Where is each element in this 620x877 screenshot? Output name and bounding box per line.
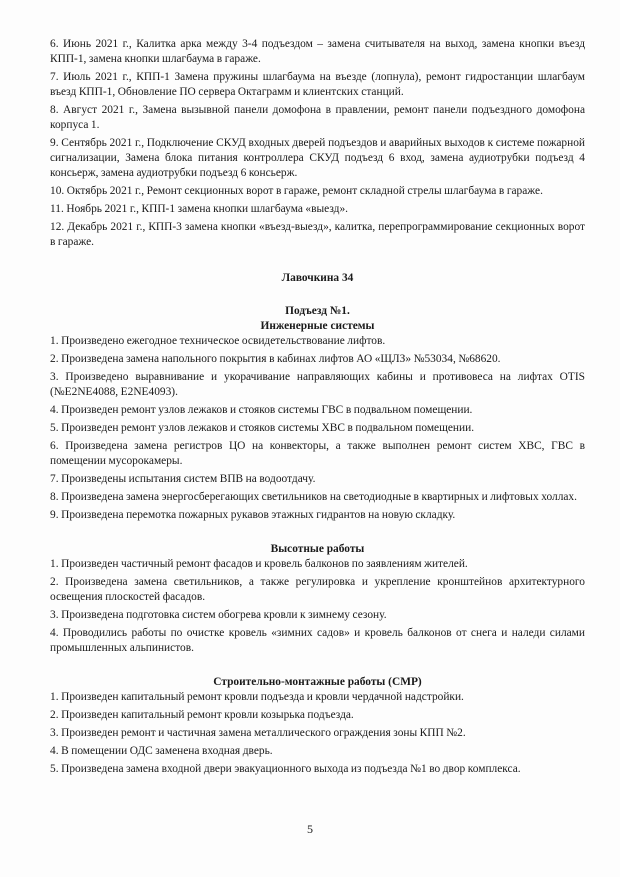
list-item: 10. Октябрь 2021 г., Ремонт секционных ворот в гараже, ремонт складной стрелы шлагбаума в гараже. — [50, 185, 543, 197]
list-item: 1. Произведено ежегодное техническое освидетельствование лифтов. — [50, 335, 386, 347]
entrance-title: Подъезд №1. — [285, 305, 350, 317]
list-item: 3. Произведено выравнивание и укорачивание направляющих кабины и противовеса на лифтах OTIS (№E2NE4088, E2NE4093). — [50, 371, 585, 398]
list-item: 5. Произведена замена входной двери эвакуационного выхода из подъезда №1 во двор комплекса. — [50, 763, 521, 775]
high-altitude-heading: Высотные работы — [270, 543, 365, 555]
top-items-list — [50, 37, 585, 250]
list-item: 7. Произведены испытания систем ВПВ на водоотдачу. — [50, 473, 316, 485]
construction-list — [50, 690, 585, 777]
list-item: 1. Произведен частичный ремонт фасадов и кровель балконов по заявлениям жителей. — [50, 558, 468, 570]
list-item: 4. В помещении ОДС заменена входная дверь. — [50, 745, 273, 757]
list-item: 3. Произведена подготовка систем обогрева кровли к зимнему сезону. — [50, 609, 387, 621]
list-item: 7. Июль 2021 г., КПП-1 Замена пружины шлагбаума на въезде (лопнула), ремонт гидростанции шлагбаум въезд КПП-1, Обновление ПО сервера Октаграмм и клиентских станций. — [50, 71, 585, 98]
construction-heading: Строительно-монтажные работы (СМР) — [213, 676, 422, 688]
list-item: 4. Проводились работы по очистке кровель «зимних садов» и кровель балконов от снега и наледи силами промышленных альпинистов. — [50, 627, 585, 654]
list-item: 8. Произведена замена энергосберегающих светильников на светодиодные в квартирных и лифтовых холлах. — [50, 491, 577, 503]
list-item: 9. Сентябрь 2021 г., Подключение СКУД входных дверей подъездов и аварийных выходов к системе пожарной сигнализации, Замена блока питания контроллера СКУД подъезд 6 вход, замена аудиотрубки подъезд 4 консьерж, замена аудиотрубки подъезд 6 консьерж. — [50, 137, 585, 179]
list-item: 5. Произведен ремонт узлов лежаков и стояков системы ХВС в подвальном помещении. — [50, 422, 475, 434]
list-item: 2. Произведена замена напольного покрытия в кабинах лифтов АО «ЩЛЗ» №53034, №68620. — [50, 353, 501, 365]
list-item: 9. Произведена перемотка пожарных рукавов этажных гидрантов на новую складку. — [50, 509, 456, 521]
list-item: 6. Произведена замена регистров ЦО на конвекторы, а также выполнен ремонт систем ХВС, ГВС в помещении мусорокамеры. — [50, 440, 585, 467]
list-item: 8. Август 2021 г., Замена вызывной панели домофона в правлении, ремонт панели подъездного домофона корпуса 1. — [50, 104, 585, 131]
list-item: 11. Ноябрь 2021 г., КПП-1 замена кнопки шлагбаума «выезд». — [50, 203, 348, 215]
engineering-heading: Инженерные системы — [260, 320, 375, 332]
list-item: 2. Произведен капитальный ремонт кровли козырька подъезда. — [50, 709, 354, 721]
high-altitude-list — [50, 557, 585, 656]
list-item: 12. Декабрь 2021 г., КПП-3 замена кнопки «въезд-выезд», калитка, перепрограммирование секционных ворот в гараже. — [50, 221, 585, 248]
list-item: 4. Произведен ремонт узлов лежаков и стояков системы ГВС в подвальном помещении. — [50, 404, 473, 416]
building-title: Лавочкина 34 — [281, 272, 354, 284]
list-item: 2. Произведена замена светильников, а также регулировка и укрепление кронштейнов архитектурного освещения плоскостей фасадов. — [50, 576, 585, 603]
page-content — [50, 37, 585, 780]
list-item: 1. Произведен капитальный ремонт кровли подъезда и кровли чердачной надстройки. — [50, 691, 464, 703]
list-item: 3. Произведен ремонт и частичная замена металлического ограждения зоны КПП №2. — [50, 727, 466, 739]
engineering-list — [50, 334, 585, 523]
page-number: 5 — [307, 822, 313, 836]
list-item: 6. Июнь 2021 г., Калитка арка между 3-4 подъездом – замена считывателя на выход, замена кнопки въезд КПП-1, замена кнопки шлагбаума в гараже. — [50, 38, 585, 65]
